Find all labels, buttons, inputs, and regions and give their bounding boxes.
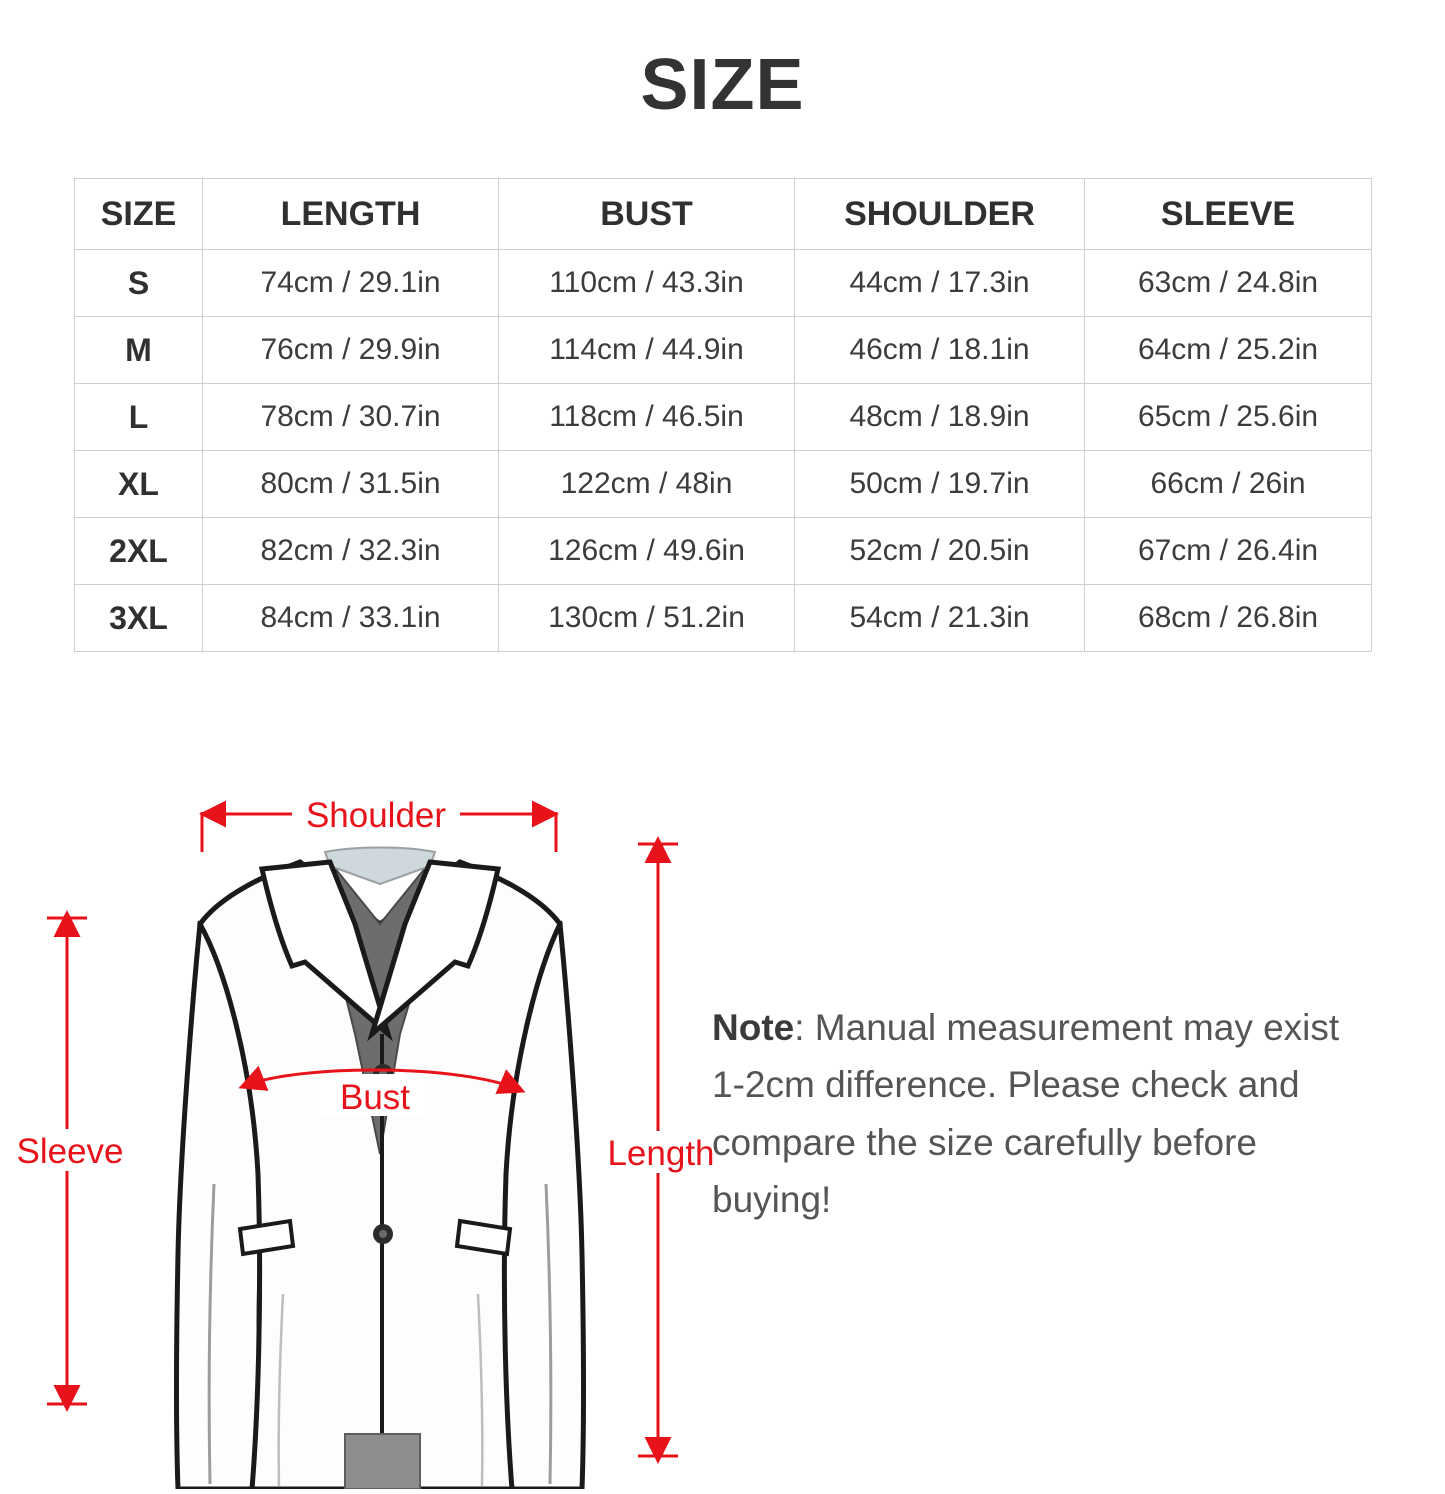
cell-size: S xyxy=(75,250,203,317)
cell-length: 80cm / 31.5in xyxy=(203,451,499,518)
cell-length: 74cm / 29.1in xyxy=(203,250,499,317)
table-row xyxy=(75,451,1372,518)
cell-size: L xyxy=(75,384,203,451)
cell-sleeve: 63cm / 24.8in xyxy=(1085,250,1372,317)
sleeve-measure-arrow xyxy=(14,916,126,1406)
column-header-length: LENGTH xyxy=(203,179,499,250)
column-header-sleeve: SLEEVE xyxy=(1085,179,1372,250)
cell-shoulder: 44cm / 17.3in xyxy=(795,250,1085,317)
cell-size: XL xyxy=(75,451,203,518)
table-row xyxy=(75,317,1372,384)
column-header-bust: BUST xyxy=(499,179,795,250)
sleeve-label: Sleeve xyxy=(16,1132,124,1171)
cell-shoulder: 46cm / 18.1in xyxy=(795,317,1085,384)
cell-bust: 114cm / 44.9in xyxy=(499,317,795,384)
table-row xyxy=(75,518,1372,585)
cell-sleeve: 65cm / 25.6in xyxy=(1085,384,1372,451)
cell-bust: 110cm / 43.3in xyxy=(499,250,795,317)
length-label: Length xyxy=(607,1134,715,1173)
shoulder-label: Shoulder xyxy=(305,796,447,835)
cell-length: 78cm / 30.7in xyxy=(203,384,499,451)
cell-sleeve: 64cm / 25.2in xyxy=(1085,317,1372,384)
column-header-shoulder: SHOULDER xyxy=(795,179,1085,250)
cell-bust: 126cm / 49.6in xyxy=(499,518,795,585)
cell-length: 84cm / 33.1in xyxy=(203,585,499,652)
column-header-size: SIZE xyxy=(75,179,203,250)
shoulder-measure-arrow xyxy=(202,792,556,852)
table-row xyxy=(75,585,1372,652)
cell-size: 2XL xyxy=(75,518,203,585)
cell-shoulder: 48cm / 18.9in xyxy=(795,384,1085,451)
cell-sleeve: 68cm / 26.8in xyxy=(1085,585,1372,652)
table-row xyxy=(75,384,1372,451)
note-lead: Note xyxy=(712,1007,795,1048)
length-measure-arrow xyxy=(604,842,718,1458)
jacket-illustration xyxy=(177,848,584,1490)
cell-bust: 122cm / 48in xyxy=(499,451,795,518)
note-body: : Manual measurement may exist 1-2cm difference. Please check and compare the size carefully before buying! xyxy=(712,1007,1340,1221)
note-text xyxy=(712,999,1372,1228)
cell-bust: 118cm / 46.5in xyxy=(499,384,795,451)
table-header-row xyxy=(75,179,1372,250)
cell-sleeve: 67cm / 26.4in xyxy=(1085,518,1372,585)
cell-size: 3XL xyxy=(75,585,203,652)
cell-size: M xyxy=(75,317,203,384)
cell-sleeve: 66cm / 26in xyxy=(1085,451,1372,518)
cell-shoulder: 54cm / 21.3in xyxy=(795,585,1085,652)
cell-shoulder: 50cm / 19.7in xyxy=(795,451,1085,518)
page-title: SIZE xyxy=(640,45,805,125)
bust-label: Bust xyxy=(339,1078,411,1117)
cell-shoulder: 52cm / 20.5in xyxy=(795,518,1085,585)
cell-bust: 130cm / 51.2in xyxy=(499,585,795,652)
table-row xyxy=(75,250,1372,317)
size-chart-table xyxy=(74,178,1372,652)
cell-length: 76cm / 29.9in xyxy=(203,317,499,384)
size-table-container xyxy=(74,178,1371,652)
cell-length: 82cm / 32.3in xyxy=(203,518,499,585)
